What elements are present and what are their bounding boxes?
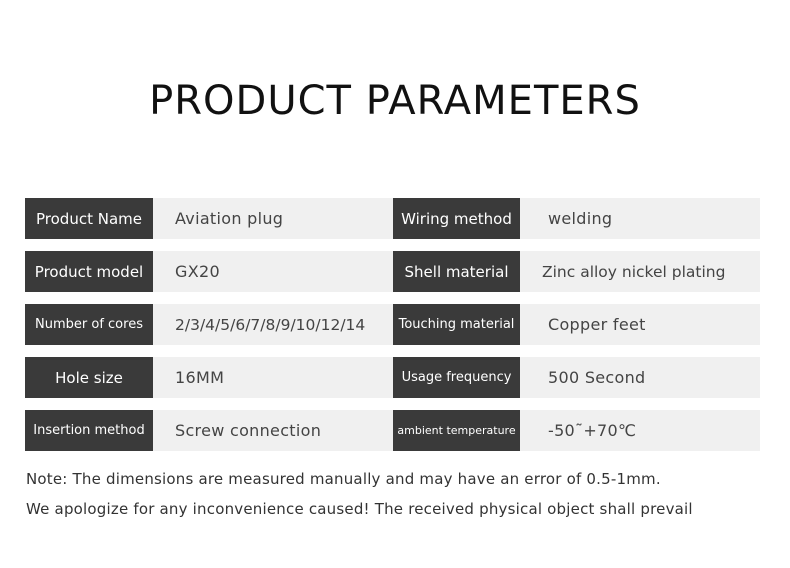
param-value: welding	[520, 198, 760, 239]
table-row	[25, 410, 760, 451]
param-label: Shell material	[393, 251, 520, 292]
param-value: 16MM	[153, 357, 393, 398]
table-row	[25, 251, 760, 292]
param-label: Usage frequency	[393, 357, 520, 398]
param-value: -50˜+70℃	[520, 410, 760, 451]
param-value: 2/3/4/5/6/7/8/9/10/12/14	[153, 304, 393, 345]
param-label: Hole size	[25, 357, 153, 398]
parameters-table	[25, 198, 760, 463]
param-value: Screw connection	[153, 410, 393, 451]
table-row	[25, 357, 760, 398]
param-value: 500 Second	[520, 357, 760, 398]
param-value: Copper feet	[520, 304, 760, 345]
page-title: PRODUCT PARAMETERS	[149, 78, 641, 124]
param-label: Touching material	[393, 304, 520, 345]
note-text: Note: The dimensions are measured manually and may have an error of 0.5-1mm.	[26, 470, 661, 488]
note-text: We apologize for any inconvenience caused! The received physical object shall prevail	[26, 500, 693, 518]
param-label: Insertion method	[25, 410, 153, 451]
table-row	[25, 198, 760, 239]
param-label: ambient temperature	[393, 410, 520, 451]
table-row	[25, 304, 760, 345]
param-value: Aviation plug	[153, 198, 393, 239]
param-value: GX20	[153, 251, 393, 292]
param-label: Wiring method	[393, 198, 520, 239]
param-value: Zinc alloy nickel plating	[520, 251, 760, 292]
param-label: Number of cores	[25, 304, 153, 345]
param-label: Product Name	[25, 198, 153, 239]
param-label: Product model	[25, 251, 153, 292]
